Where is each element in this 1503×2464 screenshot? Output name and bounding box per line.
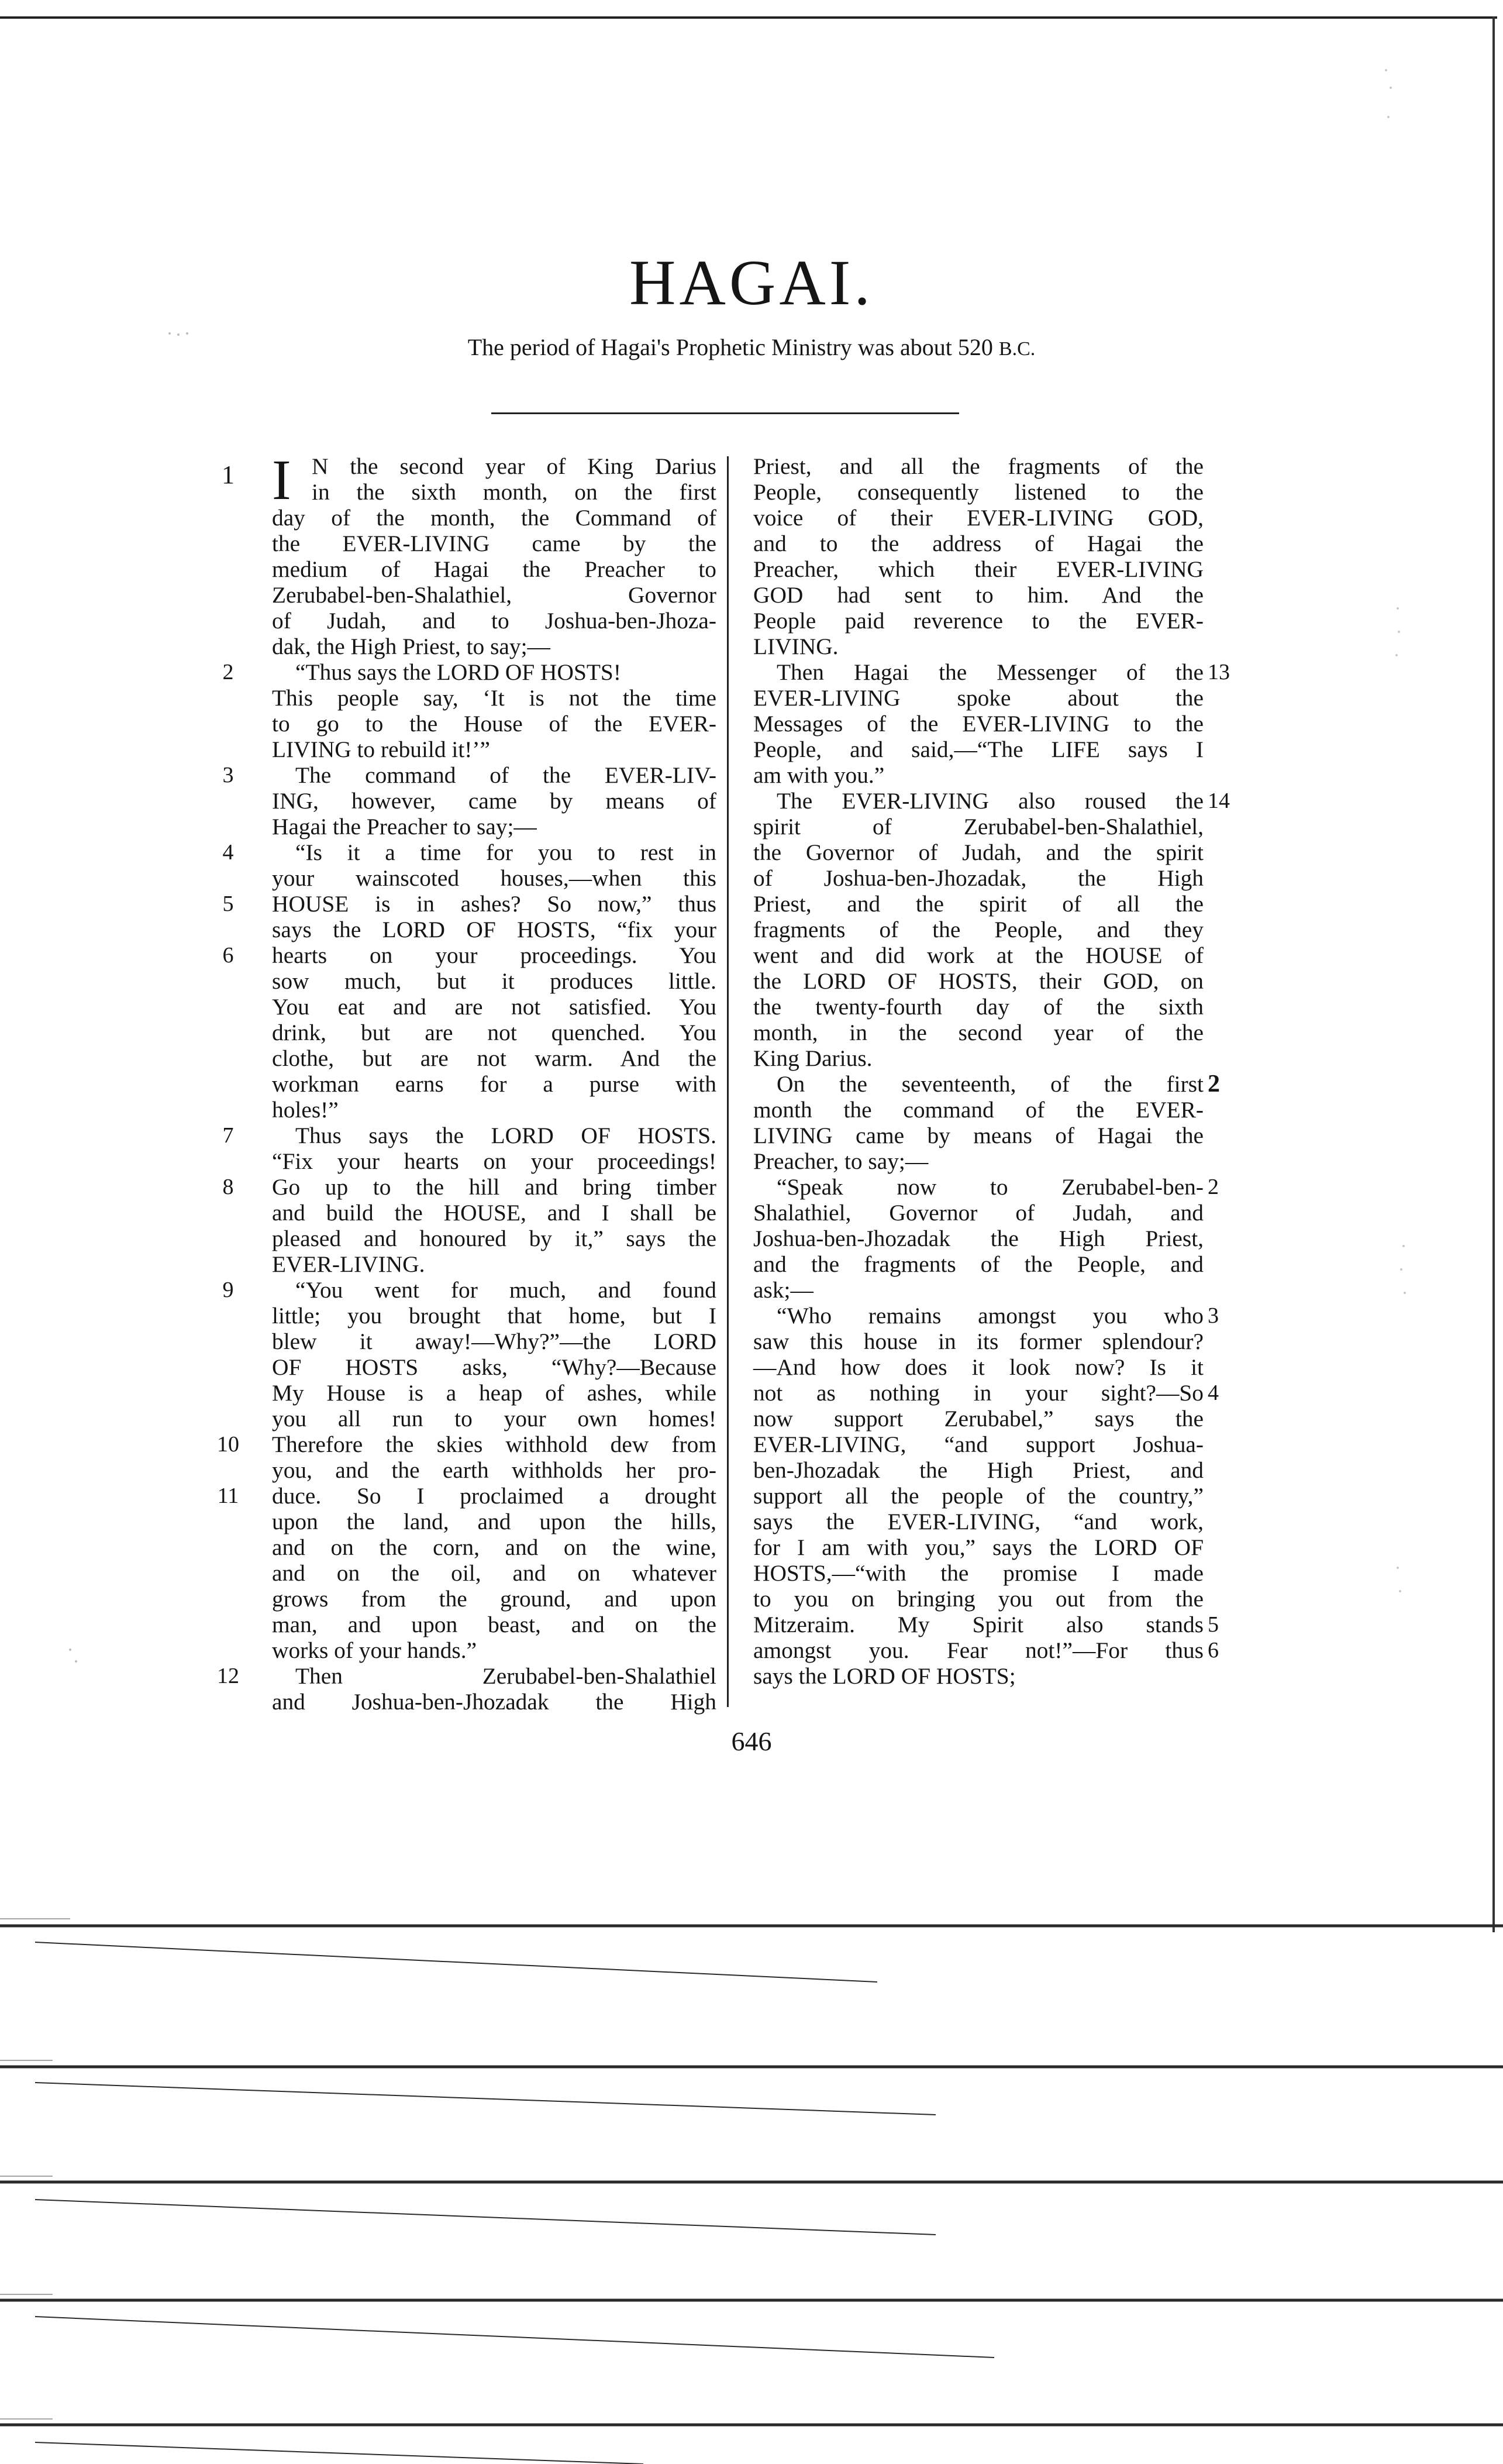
text-line: in the sixth month, on the first	[312, 479, 716, 505]
text-line: Zerubabel-ben-Shalathiel, Governor	[272, 582, 716, 608]
text-line: the Governor of Judah, and the spirit	[753, 839, 1204, 865]
verse-number: 2	[222, 660, 234, 684]
text-line: Preacher, which their EVER-LIVING	[753, 556, 1204, 582]
text-line: duce. So I proclaimed a drought	[272, 1483, 716, 1509]
verse-number: 13	[1208, 660, 1230, 684]
text-line: man, and upon beast, and on the	[272, 1612, 716, 1637]
verse-number: 2	[1208, 1175, 1219, 1199]
text-line: holes!”	[272, 1097, 339, 1123]
text-line: “Speak now to Zerubabel-ben-	[777, 1174, 1204, 1200]
text-line: ben-Jhozadak the High Priest, and	[753, 1457, 1204, 1483]
verse-number: 5	[1208, 1612, 1219, 1637]
subtitle-text: The period of Hagai's Prophetic Ministry was about 520	[467, 334, 993, 360]
top-border-line	[0, 16, 1497, 19]
text-line: says the LORD OF HOSTS;	[753, 1663, 1016, 1689]
text-line: EVER-LIVING.	[272, 1251, 425, 1277]
text-line: You eat and are not satisfied. You	[272, 994, 716, 1020]
text-line: Then Hagai the Messenger of the	[777, 659, 1204, 685]
text-line: fragments of the People, and they	[753, 917, 1204, 942]
left-column	[272, 449, 716, 1715]
text-line: month, in the second year of the	[753, 1020, 1204, 1045]
verse-number: 6	[222, 943, 234, 968]
text-line: of Judah, and to Joshua-ben-Jhoza-	[272, 608, 716, 634]
verse-number: 10	[217, 1432, 239, 1457]
text-line: “You went for much, and found	[295, 1277, 716, 1303]
verse-number: 14	[1208, 789, 1230, 813]
verse-number: 9	[222, 1278, 234, 1302]
text-line: says the EVER-LIVING, “and work,	[753, 1509, 1204, 1534]
text-line: the EVER-LIVING came by the	[272, 531, 716, 556]
column-divider	[727, 456, 729, 1707]
verse-number: 3	[1208, 1303, 1219, 1328]
verse-number: 4	[222, 840, 234, 865]
text-line: Go up to the hill and bring timber	[272, 1174, 716, 1200]
text-line: voice of their EVER-LIVING GOD,	[753, 505, 1204, 531]
text-line: pleased and honoured by it,” says the	[272, 1226, 716, 1251]
text-line: LIVING.	[753, 634, 839, 659]
text-line: ask;—	[753, 1277, 813, 1303]
text-line: LIVING came by means of Hagai the	[753, 1123, 1204, 1148]
text-line: of Joshua-ben-Jhozadak, the High	[753, 865, 1204, 891]
verse-number: 12	[217, 1664, 239, 1688]
text-line: sow much, but it produces little.	[272, 968, 716, 994]
title-separator-rule	[491, 412, 959, 414]
text-line: The EVER-LIVING also roused the	[777, 788, 1204, 814]
text-line: My House is a heap of ashes, while	[272, 1380, 716, 1406]
page-subtitle	[0, 333, 1503, 361]
text-line: dak, the High Priest, to say;—	[272, 634, 550, 659]
chapter-number: 2	[1208, 1071, 1220, 1097]
text-line: upon the land, and upon the hills,	[272, 1509, 716, 1534]
scan-specks-left	[0, 292, 199, 1696]
text-line: OF HOSTS asks, “Why?—Because	[272, 1354, 716, 1380]
text-line: went and did work at the HOUSE of	[753, 942, 1204, 968]
text-line: and build the HOUSE, and I shall be	[272, 1200, 716, 1226]
text-line: now support Zerubabel,” says the	[753, 1406, 1204, 1431]
text-line: People, and said,—“The LIFE says I	[753, 737, 1204, 762]
text-line: saw this house in its former splendour?	[753, 1329, 1204, 1354]
text-line: People, consequently listened to the	[753, 479, 1204, 505]
text-line: Thus says the LORD OF HOSTS.	[295, 1123, 716, 1148]
text-line: People paid reverence to the EVER-	[753, 608, 1204, 634]
text-line: HOUSE is in ashes? So now,” thus	[272, 891, 716, 917]
text-line: EVER-LIVING spoke about the	[753, 685, 1204, 711]
text-line: and on the oil, and on whatever	[272, 1560, 716, 1586]
text-line: am with you.”	[753, 762, 885, 788]
text-line: “Fix your hearts on your proceedings!	[272, 1148, 716, 1174]
drop-cap: I	[272, 449, 291, 512]
text-line: Joshua-ben-Jhozadak the High Priest,	[753, 1226, 1204, 1251]
text-line: drink, but are not quenched. You	[272, 1020, 716, 1045]
scan-specks	[1363, 47, 1480, 1802]
text-line: for I am with you,” says the LORD OF	[753, 1534, 1204, 1560]
text-line: Shalathiel, Governor of Judah, and	[753, 1200, 1204, 1226]
text-line: “Who remains amongst you who	[777, 1303, 1204, 1329]
text-line: little; you brought that home, but I	[272, 1303, 716, 1329]
text-line: N the second year of King Darius	[312, 453, 716, 479]
text-line: workman earns for a purse with	[272, 1071, 716, 1097]
text-line: grows from the ground, and upon	[272, 1586, 716, 1612]
page-number: 646	[731, 1726, 772, 1756]
text-line: HOSTS,—“with the promise I made	[753, 1560, 1204, 1586]
text-line: Mitzeraim. My Spirit also stands	[753, 1612, 1204, 1637]
text-line: and on the corn, and on the wine,	[272, 1534, 716, 1560]
text-line: works of your hands.”	[272, 1637, 477, 1663]
text-line: Preacher, to say;—	[753, 1148, 929, 1174]
text-line: “Thus says the LORD OF HOSTS!	[295, 659, 621, 685]
text-line: says the LORD OF HOSTS, “fix your	[272, 917, 716, 942]
text-line: and to the address of Hagai the	[753, 531, 1204, 556]
verse-number: 1	[222, 460, 235, 489]
text-line: —And how does it look now? Is it	[753, 1354, 1204, 1380]
text-line: This people say, ‘It is not the time	[272, 685, 716, 711]
text-line: Priest, and all the fragments of the	[753, 453, 1204, 479]
text-line: you, and the earth withholds her pro-	[272, 1457, 716, 1483]
text-line: support all the people of the country,”	[753, 1483, 1204, 1509]
text-line: day of the month, the Command of	[272, 505, 716, 531]
text-line: Messages of the EVER-LIVING to the	[753, 711, 1204, 737]
text-line: “Is it a time for you to rest in	[295, 839, 716, 865]
text-line: Priest, and the spirit of all the	[753, 891, 1204, 917]
verse-number: 5	[222, 892, 234, 916]
text-line: spirit of Zerubabel-ben-Shalathiel,	[753, 814, 1204, 839]
subtitle-era: B.C.	[998, 338, 1036, 360]
text-line: GOD had sent to him. And the	[753, 582, 1204, 608]
text-line: King Darius.	[753, 1045, 873, 1071]
verse-number: 4	[1208, 1381, 1219, 1405]
text-line: LIVING to rebuild it!’”	[272, 737, 490, 762]
text-line: and the fragments of the People, and	[753, 1251, 1204, 1277]
text-line: to you on bringing you out from the	[753, 1586, 1204, 1612]
verse-number: 8	[222, 1175, 234, 1199]
text-line: Then Zerubabel-ben-Shalathiel	[295, 1663, 716, 1689]
text-line: The command of the EVER-LIV-	[295, 762, 716, 788]
text-line: amongst you. Fear not!”—For thus	[753, 1637, 1204, 1663]
text-line: the LORD OF HOSTS, their GOD, on	[753, 968, 1204, 994]
text-line: and Joshua-ben-Jhozadak the High	[272, 1689, 716, 1715]
text-line: Hagai the Preacher to say;—	[272, 814, 537, 839]
verse-number: 6	[1208, 1638, 1219, 1663]
verse-number: 7	[222, 1123, 234, 1148]
text-line: hearts on your proceedings. You	[272, 942, 716, 968]
text-line: to go to the House of the EVER-	[272, 711, 716, 737]
scan-edge-lines	[0, 1907, 1503, 2464]
text-line: EVER-LIVING, “and support Joshua-	[753, 1431, 1204, 1457]
right-column	[753, 453, 1204, 1689]
verse-number: 3	[222, 763, 234, 787]
text-line: clothe, but are not warm. And the	[272, 1045, 716, 1071]
text-line: the twenty-fourth day of the sixth	[753, 994, 1204, 1020]
verse-number: 11	[217, 1484, 239, 1508]
text-line: medium of Hagai the Preacher to	[272, 556, 716, 582]
text-line: not as nothing in your sight?—So	[753, 1380, 1204, 1406]
page-title: HAGAI.	[629, 247, 874, 318]
text-line: ING, however, came by means of	[272, 788, 716, 814]
text-line: On the seventeenth, of the first	[777, 1071, 1204, 1097]
text-line: your wainscoted houses,—when this	[272, 865, 716, 891]
text-line: Therefore the skies withhold dew from	[272, 1431, 716, 1457]
text-line: blew it away!—Why?”—the LORD	[272, 1329, 716, 1354]
text-line: you all run to your own homes!	[272, 1406, 716, 1431]
text-line: month the command of the EVER-	[753, 1097, 1204, 1123]
